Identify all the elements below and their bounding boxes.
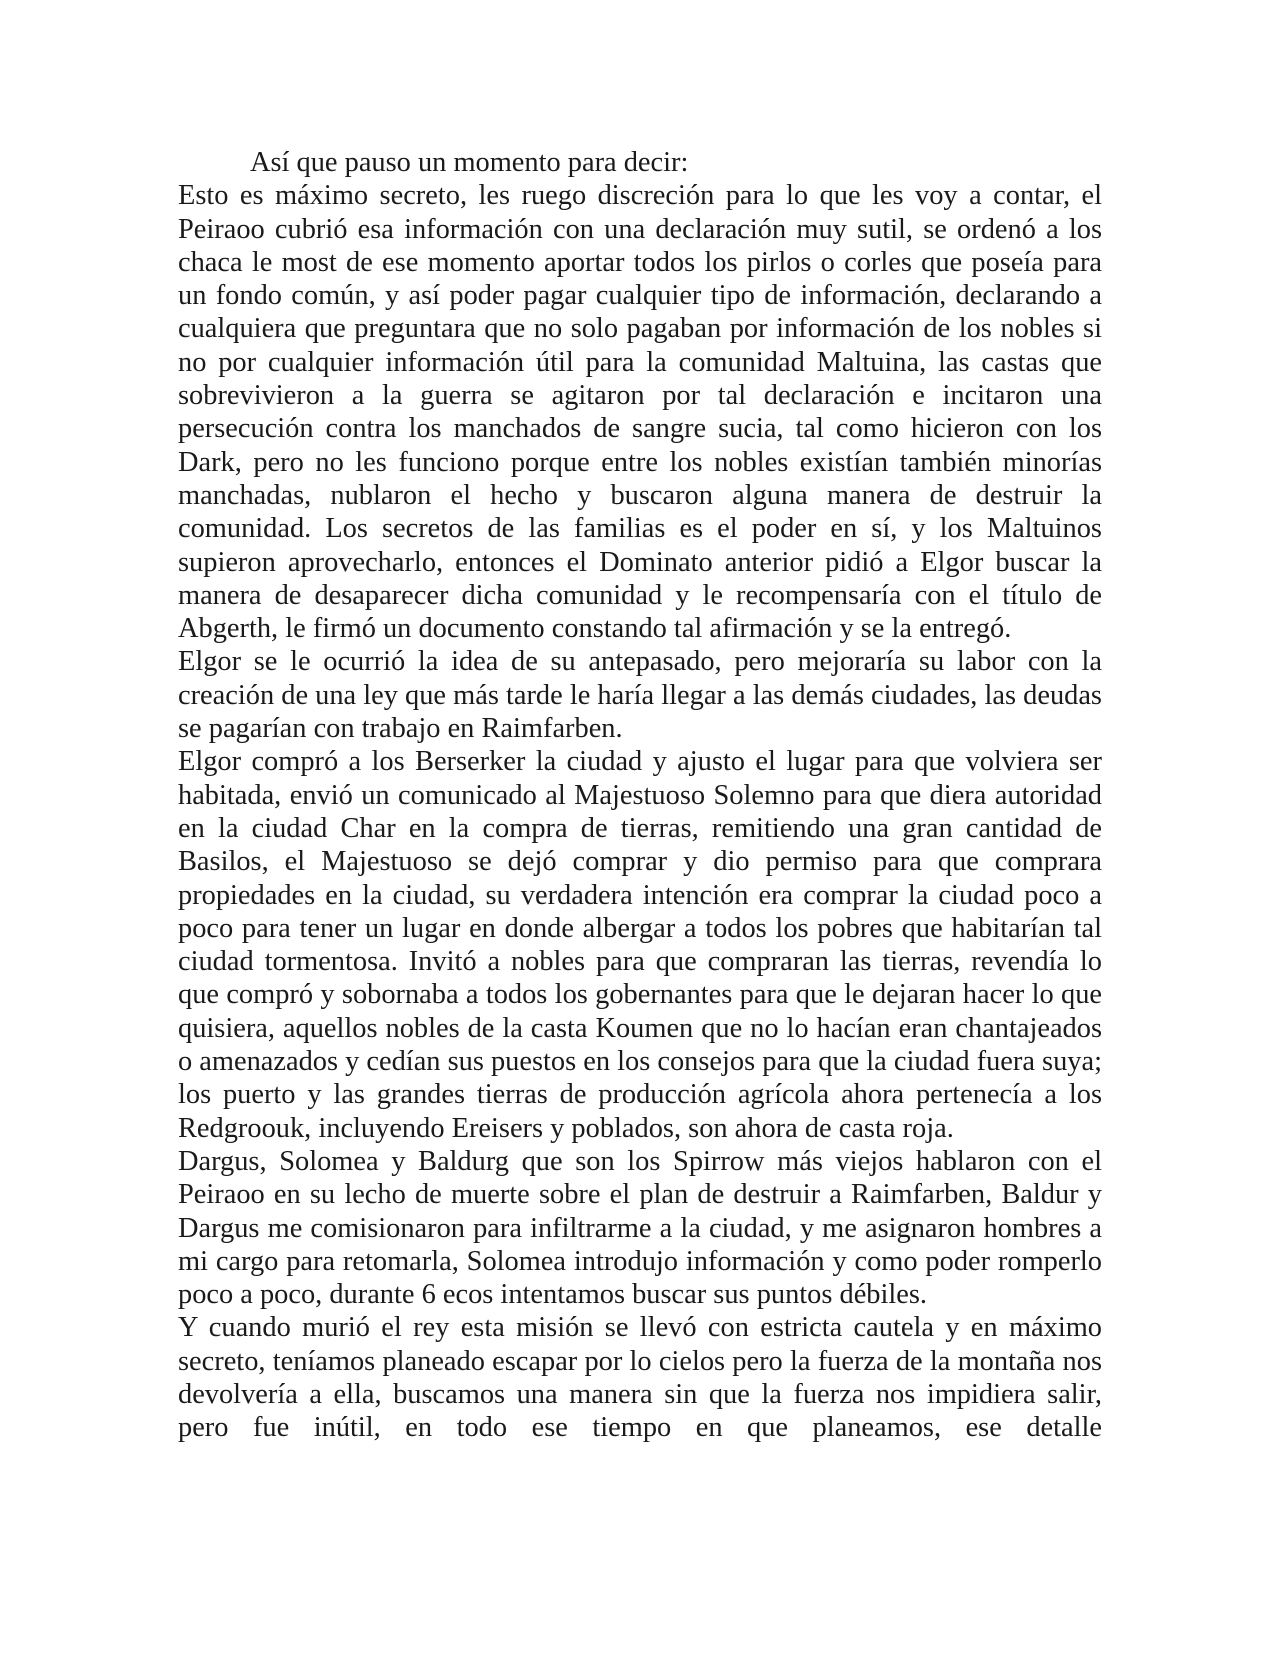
paragraph-elgor-city: Elgor compró a los Berserker la ciudad y ajusto el lugar para que volviera ser habitada, envió un comunicado al Majestuoso Solemno para que diera autoridad en la ciudad Char en la compra de tierras, remitiendo una gran cantidad de Basilos, el Majestuoso se dejó comprar y dio permiso para que comprara propiedades en la ciudad, su verdadera intención era comprar la ciudad poco a poco para tener un lugar en donde albergar a todos los pobres que habitarían tal ciudad tormentosa. Invitó a nobles para que compraran las tierras, revendía lo que compró y sobornaba a todos los gobernantes para que le dejaran hacer lo que quisiera, aquellos nobles de la casta Koumen que no lo hacían eran chantajeados o amenazados y cedían sus puestos en los consejos para que la ciudad fuera suya; los puerto y las grandes tierras de producción agrícola ahora pertenecía a los Redgroouk, incluyendo Ereisers y poblados, son ahora de casta roja.: [178, 746, 1102, 1144]
document-page: [178, 146, 1102, 1445]
paragraph-mission: Y cuando murió el rey esta misión se llevó con estricta cautela y en máximo secreto, teníamos planeado escapar por lo cielos pero la fuerza de la montaña nos devolvería a ella, buscamos una manera sin que la fuerza nos impidiera salir, pero fue inútil, en todo ese tiempo en que planeamos, ese detalle: [178, 1312, 1102, 1444]
paragraph-spirrow: Dargus, Solomea y Baldurg que son los Spirrow más viejos hablaron con el Peiraoo en su lecho de muerte sobre el plan de destruir a Raimfarben, Baldur y Dargus me comisionaron para infiltrarme a la ciudad, y me asignaron hombres a mi cargo para retomarla, Solomea introdujo información y como poder romperlo poco a poco, durante 6 ecos intentamos buscar sus puntos débiles.: [178, 1145, 1102, 1311]
paragraph-secret: Esto es máximo secreto, les ruego discreción para lo que les voy a contar, el Peiraoo cubrió esa información con una declaración muy sutil, se ordenó a los chaca le most de ese momento aportar todos los pirlos o corles que poseía para un fondo común, y así poder pagar cualquier tipo de información, declarando a cualquiera que preguntara que no solo pagaban por información de los nobles si no por cualquier información útil para la comunidad Maltuina, las castas que sobrevivieron a la guerra se agitaron por tal declaración e incitaron una persecución contra los manchados de sangre sucia, tal como hicieron con los Dark, pero no les funciono porque entre los nobles existían también minorías manchadas, nublaron el hecho y buscaron alguna manera de destruir la comunidad. Los secretos de las familias es el poder en sí, y los Maltuinos supieron aprovecharlo, entonces el Dominato anterior pidió a Elgor buscar la manera de desaparecer dicha comunidad y le recompensaría con el título de Abgerth, le firmó un documento constando tal afirmación y se la entregó.: [178, 180, 1102, 645]
paragraph-intro: Así que pauso un momento para decir:: [250, 147, 689, 178]
paragraph-elgor-idea: Elgor se le ocurrió la idea de su antepasado, pero mejoraría su labor con la creación de una ley que más tarde le haría llegar a las demás ciudades, las deudas se pagarían con trabajo en Raimfarben.: [178, 646, 1102, 745]
